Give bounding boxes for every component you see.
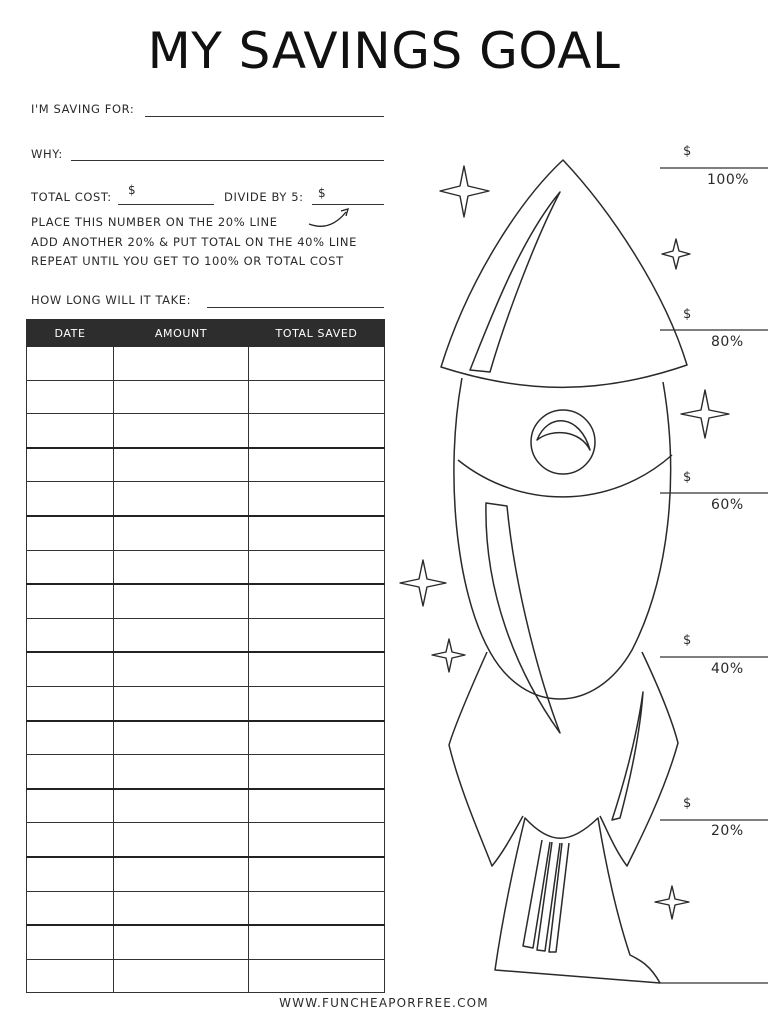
saving-for-label: I'M SAVING FOR:	[31, 102, 135, 116]
column-header-total-saved: TOTAL SAVED	[249, 320, 385, 347]
star-icon	[440, 166, 489, 217]
divide-currency: $	[318, 186, 326, 200]
footer-website: WWW.FUNCHEAPORFREE.COM	[279, 996, 489, 1010]
milestone-currency: $	[683, 470, 692, 485]
milestone-currency: $	[683, 633, 692, 648]
star-icon	[400, 560, 446, 606]
instruction-line-2: ADD ANOTHER 20% & PUT TOTAL ON THE 40% LINE	[31, 235, 357, 249]
instruction-line-1: PLACE THIS NUMBER ON THE 20% LINE	[31, 215, 278, 229]
how-long-label: HOW LONG WILL IT TAKE:	[31, 293, 192, 307]
milestone-currency: $	[683, 144, 692, 159]
star-icon	[655, 886, 689, 919]
rocket-left-fin	[449, 652, 523, 866]
milestone-currency: $	[683, 307, 692, 322]
milestone-percent: 100%	[707, 172, 750, 188]
milestone-percent: 60%	[711, 497, 744, 513]
divide-by-label: DIVIDE BY 5:	[224, 190, 304, 204]
why-label: WHY:	[31, 147, 63, 161]
total-cost-label: TOTAL COST:	[31, 190, 112, 204]
rocket-right-fin	[600, 652, 678, 866]
instruction-line-3: REPEAT UNTIL YOU GET TO 100% OR TOTAL COST	[31, 254, 344, 268]
total-cost-currency: $	[128, 183, 136, 197]
column-header-amount: AMOUNT	[114, 320, 249, 347]
milestone-percent: 80%	[711, 334, 744, 350]
milestone-percent: 20%	[711, 823, 744, 839]
column-header-date: DATE	[27, 320, 114, 347]
star-icon	[432, 639, 465, 672]
milestone-percent: 40%	[711, 661, 744, 677]
rocket-exhaust	[495, 818, 660, 983]
milestone-currency: $	[683, 796, 692, 811]
star-icon	[681, 390, 729, 438]
star-icon	[662, 239, 690, 269]
page-title: MY SAVINGS GOAL	[147, 22, 621, 80]
